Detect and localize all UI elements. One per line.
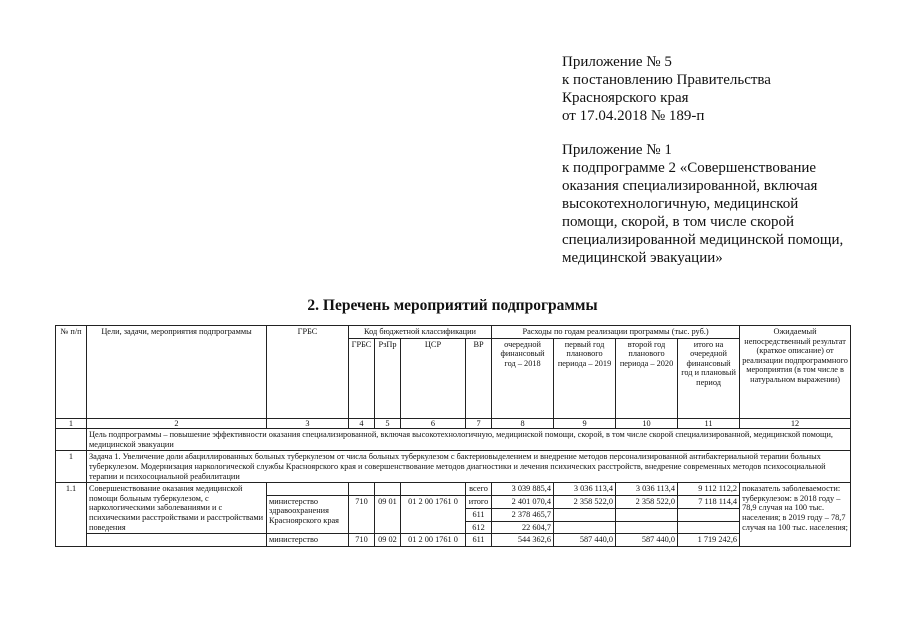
- table-row: [56, 483, 851, 496]
- appendix-1-line-7: медицинской эвакуации»: [562, 250, 723, 266]
- header-result: Ожидаемый непосредственный результат (краткое описание) от реализации подпрограммного мероприятия (в том числе в натуральном выражении): [740, 326, 851, 419]
- row-a-vr: итого: [466, 495, 492, 508]
- header-2018: очередной финансовый год – 2018: [492, 338, 554, 418]
- header-total: итого на очередной финансовый год и плановый период: [678, 338, 740, 418]
- item-text: Совершенствование оказания медицинской помощи больным туберкулезом, с наркологическими заболеваниями и с психическими расстройствами и расстройствами поведения: [87, 483, 267, 534]
- row-611-2018: 2 378 465,7: [492, 508, 554, 521]
- table-row: [56, 534, 851, 547]
- row-all-vr: всего: [466, 483, 492, 496]
- column-number: 8: [492, 418, 554, 429]
- goal-text: Цель подпрограммы – повышение эффективности оказания специализированной, включая высокотехнологичную, медицинской помощи, скорой, в том числе скорой специализированной, медицинской помощи, медицинской эвакуации: [87, 429, 851, 451]
- empty-cell: [554, 521, 616, 534]
- appendix-1-header: [562, 141, 843, 267]
- header-2020: второй год планового периода – 2020: [616, 338, 678, 418]
- item-num: 1.1: [56, 483, 87, 547]
- appendix-1-line-4: высокотехнологичную, медицинской: [562, 196, 799, 212]
- header-grbs: ГРБС: [267, 326, 349, 419]
- appendix-5-line-2: к постановлению Правительства: [562, 72, 771, 88]
- goal-row: [56, 429, 851, 451]
- row-a-total: 7 118 114,4: [678, 495, 740, 508]
- column-number: 10: [616, 418, 678, 429]
- empty-cell: [678, 521, 740, 534]
- header-expenses-group: Расходы по годам реализации программы (тыс. руб.): [492, 326, 740, 339]
- empty-cell: [678, 508, 740, 521]
- column-number: 9: [554, 418, 616, 429]
- row-all-2020: 3 036 113,4: [616, 483, 678, 496]
- column-number: 4: [349, 418, 375, 429]
- row-612-vr: 612: [466, 521, 492, 534]
- column-number: 11: [678, 418, 740, 429]
- row-a-rzpr: 09 01: [375, 495, 401, 533]
- row-b-vr: 611: [466, 534, 492, 547]
- row-b-csr: 01 2 00 1761 0: [401, 534, 466, 547]
- row-all-2018: 3 039 885,4: [492, 483, 554, 496]
- row-b-total: 1 719 242,6: [678, 534, 740, 547]
- appendix-1-line-3: оказания специализированной, включая: [562, 178, 818, 194]
- column-number: 6: [401, 418, 466, 429]
- row-b-rzpr: 09 02: [375, 534, 401, 547]
- appendix-5-line-4: от 17.04.2018 № 189-п: [562, 108, 705, 124]
- row-612-2018: 22 604,7: [492, 521, 554, 534]
- row-b-2020: 587 440,0: [616, 534, 678, 547]
- row-611-vr: 611: [466, 508, 492, 521]
- empty-cell: [616, 521, 678, 534]
- row-a-grbs: министерство здравоохранения Красноярского края: [267, 495, 349, 533]
- header-goals: Цели, задачи, мероприятия подпрограммы: [87, 326, 267, 419]
- column-number: 2: [87, 418, 267, 429]
- appendix-5-header: [562, 53, 771, 125]
- column-number: 7: [466, 418, 492, 429]
- column-number: 12: [740, 418, 851, 429]
- row-all-total: 9 112 112,2: [678, 483, 740, 496]
- appendix-1-line-5: помощи, скорой, в том числе скорой: [562, 214, 795, 230]
- header-2019: первый год планового периода – 2019: [554, 338, 616, 418]
- task-row: [56, 451, 851, 483]
- column-number-row: [56, 418, 851, 429]
- row-a-2020: 2 358 522,0: [616, 495, 678, 508]
- appendix-5-line-3: Красноярского края: [562, 90, 689, 106]
- header-num: № п/п: [56, 326, 87, 419]
- document-title: 2. Перечень мероприятий подпрограммы: [307, 297, 598, 314]
- row-all-2019: 3 036 113,4: [554, 483, 616, 496]
- appendix-1-line-2: к подпрограмме 2 «Совершенствование: [562, 160, 817, 176]
- header-code-csr: ЦСР: [401, 338, 466, 418]
- empty-cell: [349, 483, 375, 496]
- row-b-2019: 587 440,0: [554, 534, 616, 547]
- header-code-rzpr: РзПр: [375, 338, 401, 418]
- row-a-2018: 2 401 070,4: [492, 495, 554, 508]
- row-a-code: 710: [349, 495, 375, 533]
- column-number: 1: [56, 418, 87, 429]
- empty-cell: [267, 483, 349, 496]
- row-a-2019: 2 358 522,0: [554, 495, 616, 508]
- header-code-group: Код бюджетной классификации: [349, 326, 492, 339]
- column-number: 3: [267, 418, 349, 429]
- appendix-1-line-6: специализированной медицинской помощи,: [562, 232, 844, 248]
- task-text: Задача 1. Увеличение доли абациллированных больных туберкулезом от числа больных туберкулезом с бактериовыделением и внедрение методов персонализированной антибактериальной терапии больных туберкулезом. Модернизация наркологической службы Красноярского края и совершенствование методов диагностики и лечения психических расстройств, внедрение современных методов психосоциальной терапии и психосоциальной реабилитации: [87, 451, 851, 483]
- row-b-grbs: министерство: [267, 534, 349, 547]
- empty-cell: [616, 508, 678, 521]
- empty-cell: [375, 483, 401, 496]
- empty-cell: [554, 508, 616, 521]
- task-num: 1: [56, 451, 87, 483]
- row-b-code: 710: [349, 534, 375, 547]
- empty-cell: [87, 534, 267, 547]
- result-text: показатель заболеваемости: туберкулезом: в 2018 году – 78,9 случая на 100 тыс. населения; в 2019 году – 78,7 случая на 100 тыс. населения;: [740, 483, 851, 547]
- header-code-vr: ВР: [466, 338, 492, 418]
- header-code-grbs: ГРБС: [349, 338, 375, 418]
- table-header-row-1: [56, 326, 851, 339]
- goal-num-cell: [56, 429, 87, 451]
- row-b-2018: 544 362,6: [492, 534, 554, 547]
- empty-cell: [401, 483, 466, 496]
- appendix-5-line-1: Приложение № 5: [562, 54, 672, 70]
- column-number: 5: [375, 418, 401, 429]
- row-a-csr: 01 2 00 1761 0: [401, 495, 466, 533]
- appendix-1-line-1: Приложение № 1: [562, 142, 672, 158]
- measures-table: [55, 325, 851, 547]
